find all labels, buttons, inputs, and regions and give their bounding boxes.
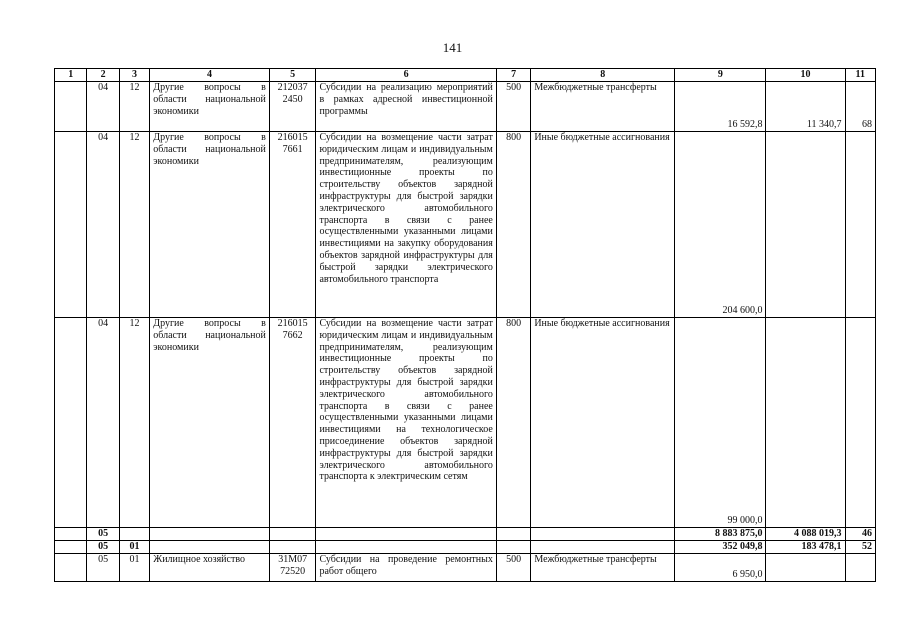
table-row (55, 318, 876, 528)
cell-target-code (269, 541, 316, 554)
column-header: 1 (55, 69, 87, 82)
column-header: 6 (316, 69, 496, 82)
cell-expense-name (531, 541, 675, 554)
cell-name: Другие вопросы в области национальной экономики (150, 132, 270, 318)
cell-c1 (55, 541, 87, 554)
table-row (55, 82, 876, 132)
cell-name: Другие вопросы в области национальной экономики (150, 318, 270, 528)
cell-description (316, 528, 496, 541)
cell-expense-type: 500 (496, 554, 530, 582)
cell-expense-name (531, 528, 675, 541)
cell-percent (845, 554, 876, 582)
cell-percent (845, 318, 876, 528)
column-header: 2 (87, 69, 119, 82)
cell-target-code: 216015 7661 (269, 132, 316, 318)
cell-amount-9: 16 592,8 (675, 82, 766, 132)
cell-subsection: 01 (119, 541, 149, 554)
cell-description: Субсидии на возмещение части затрат юридическим лицам и индивидуальным предпринимателям, реализующим инвестиционные проекты по строительству объектов зарядной инфраструктуры для быстрой зарядки электрического автомобильного транспорта в связи с ранее осуществленными указанными лицами инвестициями на закупку оборудования объектов зарядной инфраструктуры для быстрой зарядки электрического автомобильного транспорта (316, 132, 496, 318)
cell-expense-name: Межбюджетные трансферты (531, 554, 675, 582)
cell-target-code: 216015 7662 (269, 318, 316, 528)
cell-amount-9: 6 950,0 (675, 554, 766, 582)
cell-target-code: 212037 2450 (269, 82, 316, 132)
column-header: 7 (496, 69, 530, 82)
cell-amount-10 (766, 554, 845, 582)
cell-expense-type: 800 (496, 132, 530, 318)
cell-amount-9: 8 883 875,0 (675, 528, 766, 541)
cell-section: 04 (87, 82, 119, 132)
cell-expense-name: Иные бюджетные ассигнования (531, 318, 675, 528)
cell-subsection (119, 528, 149, 541)
cell-description: Субсидии на реализацию мероприятий в рамках адресной инвестиционной программы (316, 82, 496, 132)
cell-percent (845, 132, 876, 318)
column-header: 10 (766, 69, 845, 82)
cell-expense-name: Иные бюджетные ассигнования (531, 132, 675, 318)
cell-section: 05 (87, 541, 119, 554)
cell-percent: 68 (845, 82, 876, 132)
cell-subsection: 01 (119, 554, 149, 582)
cell-amount-10: 11 340,7 (766, 82, 845, 132)
cell-expense-type: 500 (496, 82, 530, 132)
cell-percent: 52 (845, 541, 876, 554)
cell-percent: 46 (845, 528, 876, 541)
cell-amount-9: 204 600,0 (675, 132, 766, 318)
cell-subsection: 12 (119, 132, 149, 318)
cell-c1 (55, 82, 87, 132)
cell-amount-10 (766, 132, 845, 318)
table-row (55, 132, 876, 318)
cell-section: 04 (87, 132, 119, 318)
cell-target-code (269, 528, 316, 541)
cell-amount-10: 4 088 019,3 (766, 528, 845, 541)
table-header-row (55, 69, 876, 82)
cell-amount-9: 352 049,8 (675, 541, 766, 554)
cell-expense-type: 800 (496, 318, 530, 528)
cell-c1 (55, 132, 87, 318)
cell-section: 05 (87, 528, 119, 541)
cell-section: 05 (87, 554, 119, 582)
cell-expense-name: Межбюджетные трансферты (531, 82, 675, 132)
column-header: 5 (269, 69, 316, 82)
table-row (55, 554, 876, 582)
page-number: 141 (442, 40, 463, 55)
column-header: 3 (119, 69, 149, 82)
cell-name (150, 528, 270, 541)
column-header: 11 (845, 69, 876, 82)
cell-name: Жилищное хозяйство (150, 554, 270, 582)
cell-description: Субсидии на проведение ремонтных работ общего (316, 554, 496, 582)
cell-c1 (55, 318, 87, 528)
cell-amount-9: 99 000,0 (675, 318, 766, 528)
table-row-total (55, 541, 876, 554)
cell-description (316, 541, 496, 554)
budget-table (54, 68, 876, 582)
column-header: 4 (150, 69, 270, 82)
cell-expense-type (496, 528, 530, 541)
cell-target-code: 31М07 72520 (269, 554, 316, 582)
cell-c1 (55, 528, 87, 541)
column-header: 9 (675, 69, 766, 82)
cell-subsection: 12 (119, 82, 149, 132)
cell-name (150, 541, 270, 554)
table-row-total (55, 528, 876, 541)
cell-amount-10 (766, 318, 845, 528)
column-header: 8 (531, 69, 675, 82)
cell-name: Другие вопросы в области национальной экономики (150, 82, 270, 132)
cell-amount-10: 183 478,1 (766, 541, 845, 554)
cell-description: Субсидии на возмещение части затрат юридическим лицам и индивидуальным предпринимателям, реализующим инвестиционные проекты по строительству объектов зарядной инфраструктуры для быстрой зарядки электрического автомобильного транспорта в связи с ранее осуществленными указанными лицами инвестициями на технологическое присоединение объектов зарядной инфраструктуры для быстрой зарядки электрического автомобильного транспорта к электрическим сетям (316, 318, 496, 528)
cell-subsection: 12 (119, 318, 149, 528)
cell-section: 04 (87, 318, 119, 528)
cell-expense-type (496, 541, 530, 554)
cell-c1 (55, 554, 87, 582)
